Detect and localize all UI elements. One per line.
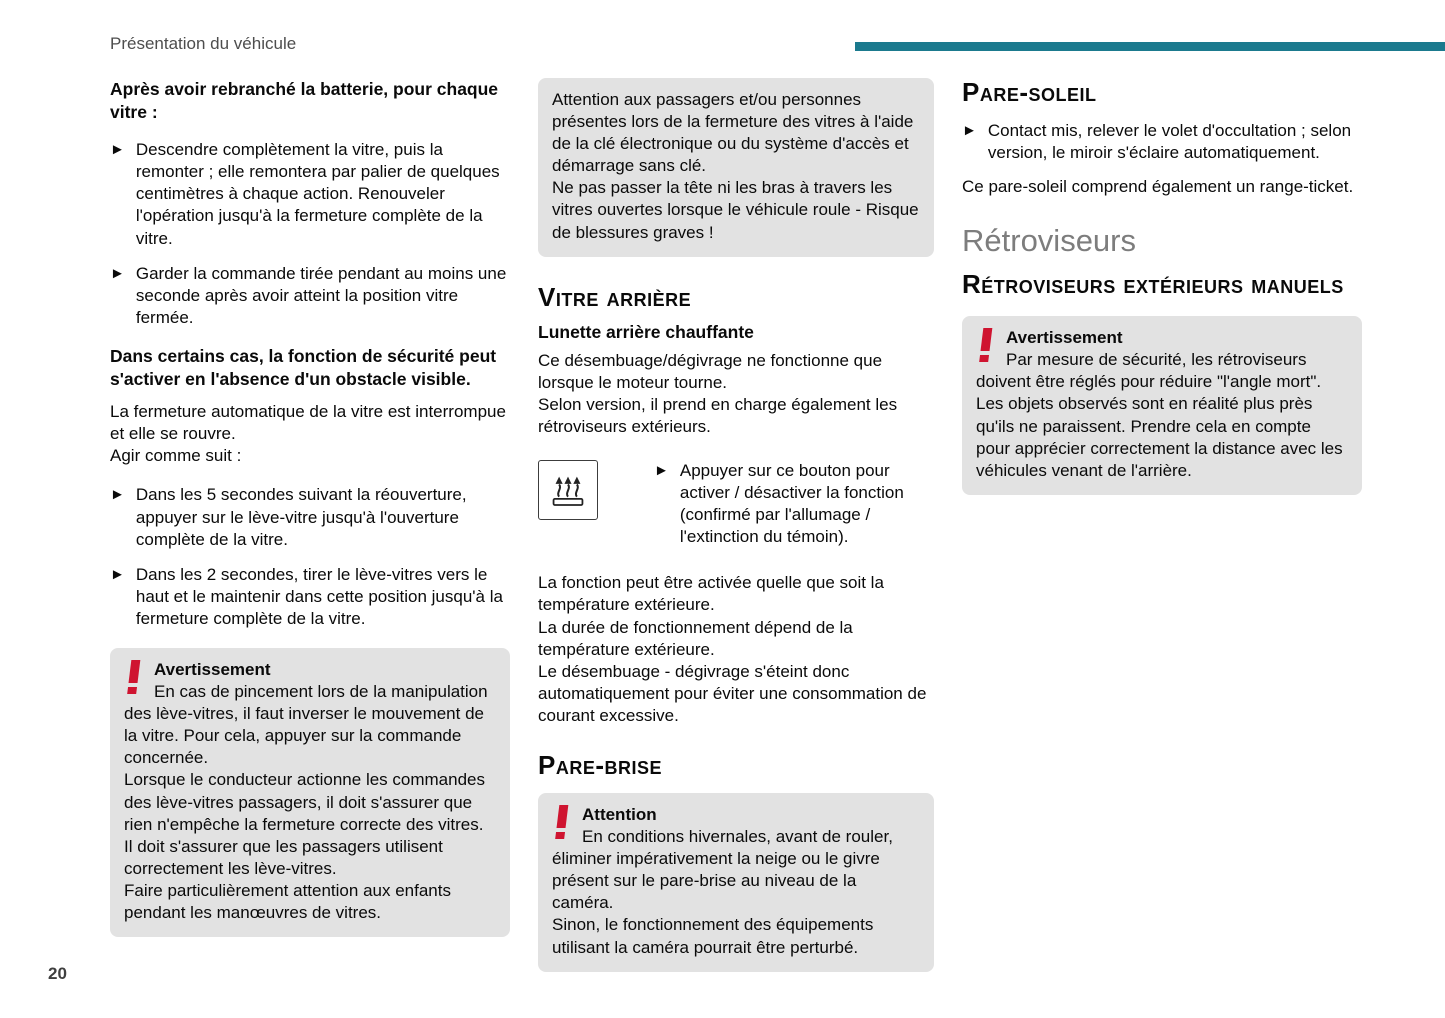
column-3: [962, 78, 1362, 505]
rear-defrost-button-icon: [538, 460, 598, 520]
paragraph: Ne pas passer la tête ni les bras à travers les vitres ouvertes lorsque le véhicule roule - Risque de blessures graves !: [552, 178, 919, 242]
warning-box-windows: [110, 648, 510, 937]
list-item-text: Appuyer sur ce bouton pour activer / désactiver la fonction (confirmé par l'allumage / l'extinction du témoin).: [679, 461, 904, 547]
attention-box-windscreen: [538, 793, 934, 972]
header-accent-bar: [855, 42, 1445, 51]
paragraph: Il doit s'assurer que les passagers utilisent correctement les lève-vitres.: [124, 836, 443, 878]
attention-box-title: Attention: [582, 804, 657, 824]
paragraph: En cas de pincement lors de la manipulation des lève-vitres, il faut inverser le mouvement de la vitre. Pour cela, appuyer sur la commande concernée.: [124, 682, 488, 768]
paragraph-group: [538, 350, 934, 438]
list-item: [110, 484, 510, 550]
list-item-text: Dans les 2 secondes, tirer le lève-vitres vers le haut et le maintenir dans cette position jusqu'à la fermeture complète de la vitre.: [135, 564, 503, 628]
paragraph: Attention aux passagers et/ou personnes présentes lors de la fermeture des vitres à l'aide de la clé électronique ou du système d'accès et démarrage sans clé.: [552, 90, 914, 176]
paragraph: Par mesure de sécurité, les rétroviseurs doivent être réglés pour réduire "l'angle mort". Les objets observés sont en réalité plus près qu'ils ne paraissent. Prendre cela en compte pour apprécier correctement la distance avec les véhicules venant de l'arrière.: [976, 350, 1343, 480]
paragraph: La fonction peut être activée quelle que soit la température extérieure.: [538, 573, 884, 615]
paragraph-group: [538, 572, 934, 727]
warning-box-title: Avertissement: [1006, 328, 1123, 348]
column-1: [110, 78, 510, 947]
notice-box-passengers: [538, 78, 934, 257]
paragraph: En conditions hivernales, avant de rouler, éliminer impérativement la neige ou le givre présent sur le pare-brise au niveau de la caméra.: [552, 827, 893, 913]
heading-security-function: Dans certains cas, la fonction de sécurité peut s'activer en l'absence d'un obstacle visible.: [110, 345, 497, 390]
bullet-arrow-icon: ►: [654, 462, 669, 480]
heading-battery-reconnect: Après avoir rebranché la batterie, pour chaque vitre :: [110, 79, 499, 123]
subheading-heated-rear-window: Lunette arrière chauffante: [538, 321, 754, 342]
list-item-text: Dans les 5 secondes suivant la réouverture, appuyer sur le lève-vitre jusqu'à l'ouverture complète de la vitre.: [135, 485, 467, 549]
list-item: [962, 120, 1362, 164]
paragraph: Faire particulièrement attention aux enfants pendant les manœuvres de vitres.: [124, 880, 451, 922]
bullet-arrow-icon: ►: [110, 264, 125, 282]
warning-box-title: Avertissement: [154, 659, 271, 679]
list-item: [110, 564, 510, 630]
paragraph: La fermeture automatique de la vitre est interrompue et elle se rouvre.: [110, 402, 506, 444]
section-heading-rear-window: Vitre arrière: [538, 281, 692, 312]
column-2: [538, 78, 934, 982]
paragraph: La durée de fonctionnement dépend de la température extérieure.: [538, 617, 853, 659]
list-item-text: Contact mis, relever le volet d'occultation ; selon version, le miroir s'éclaire automatiquement.: [987, 120, 1352, 162]
running-header: Présentation du véhicule: [110, 34, 297, 53]
bullet-arrow-icon: ►: [110, 565, 125, 583]
paragraph-group: [962, 176, 1362, 198]
list-item: [110, 139, 510, 249]
paragraph: Agir comme suit :: [110, 446, 242, 466]
paragraph: Le désembuage - dégivrage s'éteint donc automatiquement pour éviter une consommation de courant excessive.: [538, 661, 927, 725]
section-heading-manual-exterior-mirrors: Rétroviseurs extérieurs manuels: [962, 269, 1344, 300]
paragraph: Selon version, il prend en charge également les rétroviseurs extérieurs.: [538, 394, 898, 436]
list-item-text: Garder la commande tirée pendant au moins une seconde après avoir atteint la position vitre fermée.: [135, 263, 507, 327]
defrost-button-row: [538, 460, 934, 548]
chapter-heading-mirrors: Rétroviseurs: [962, 223, 1136, 259]
page-number: 20: [48, 964, 67, 983]
warning-box-mirrors: [962, 316, 1362, 495]
list-item: [110, 263, 510, 329]
paragraph: Lorsque le conducteur actionne les commandes des lève-vitres passagers, il doit s'assurer que rien n'empêche la fermeture correcte des vitres.: [124, 770, 485, 834]
paragraph-group: [110, 401, 510, 467]
bullet-arrow-icon: ►: [110, 486, 125, 504]
bullet-arrow-icon: ►: [962, 121, 977, 139]
bullet-arrow-icon: ►: [110, 141, 125, 159]
section-heading-sun-visor: Pare-soleil: [962, 77, 1097, 107]
paragraph: Sinon, le fonctionnement des équipements utilisant la caméra pourrait être perturbé.: [552, 915, 874, 957]
paragraph: Ce pare-soleil comprend également un range-ticket.: [962, 177, 1354, 197]
content-columns: [110, 78, 1362, 982]
paragraph: Ce désembuage/dégivrage ne fonctionne que lorsque le moteur tourne.: [538, 350, 883, 392]
list-item: [654, 460, 934, 548]
section-heading-windscreen: Pare-brise: [538, 750, 663, 781]
list-item-text: Descendre complètement la vitre, puis la remonter ; elle remontera par palier de quelques centimètres à chaque action. Renouveler l'opération jusqu'à la fermeture complète de la vitre.: [135, 140, 500, 248]
